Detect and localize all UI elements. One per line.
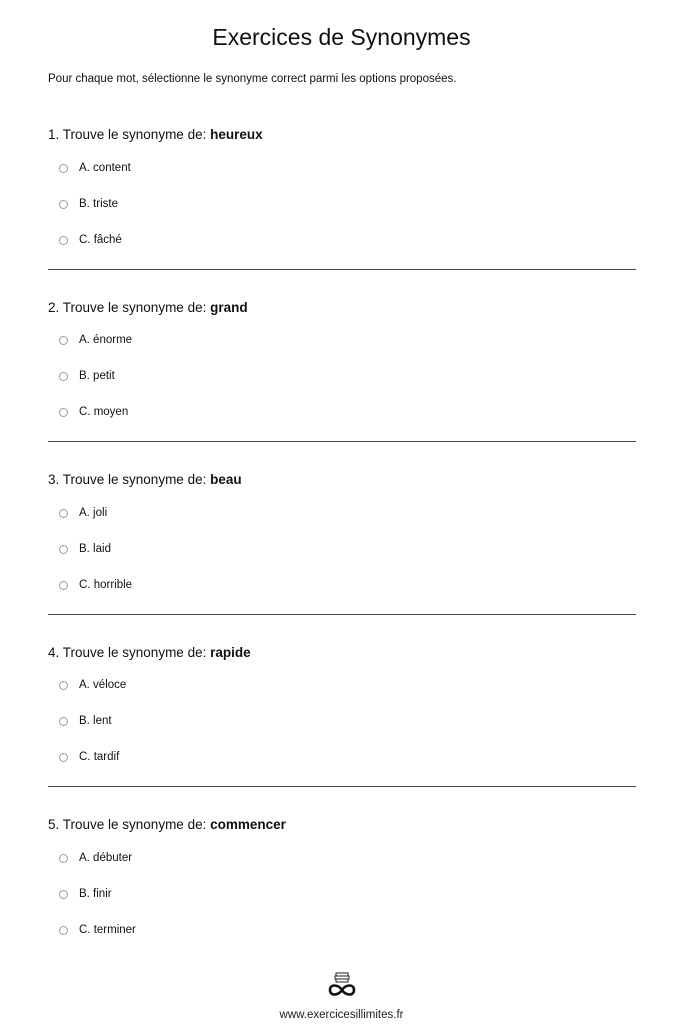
radio-button[interactable] [59,336,68,345]
question-title [48,816,636,834]
target-word: rapide [210,645,251,660]
question-title [48,644,636,662]
option-c[interactable] [59,922,136,938]
question-prompt: 5. Trouve le synonyme de: [48,817,211,832]
question-title [48,471,636,489]
option-a[interactable] [59,332,132,348]
option-label: B. lent [79,715,112,727]
option-c[interactable] [59,404,128,420]
radio-button[interactable] [59,581,68,590]
radio-button[interactable] [59,236,68,245]
option-c[interactable] [59,232,122,248]
question-prompt: 1. Trouve le synonyme de: [48,127,211,142]
radio-button[interactable] [59,408,68,417]
question-3 [48,471,636,591]
footer-url[interactable]: www.exercicesillimites.fr [279,1009,404,1021]
divider [48,614,636,615]
infinity-books-logo-icon [326,972,358,998]
divider [48,786,636,787]
question-prompt: 4. Trouve le synonyme de: [48,645,211,660]
option-a[interactable] [59,850,132,866]
radio-button[interactable] [59,200,68,209]
radio-button[interactable] [59,164,68,173]
option-c[interactable] [59,749,119,765]
option-label: C. horrible [79,579,133,591]
option-a[interactable] [59,505,107,521]
instructions-text: Pour chaque mot, sélectionne le synonyme correct parmi les options proposées. [48,73,457,85]
radio-button[interactable] [59,753,68,762]
option-label: B. finir [79,888,112,900]
option-label: A. content [79,162,131,174]
question-1 [48,126,636,246]
option-a[interactable] [59,160,131,176]
radio-button[interactable] [59,890,68,899]
question-title [48,299,636,317]
option-c[interactable] [59,577,132,593]
divider [48,269,636,270]
question-prompt: 3. Trouve le synonyme de: [48,472,211,487]
question-title [48,126,636,144]
option-b[interactable] [59,368,115,384]
page-title: Exercices de Synonymes [212,24,471,50]
target-word: beau [210,472,242,487]
option-label: A. joli [79,507,108,519]
radio-button[interactable] [59,509,68,518]
option-label: B. laid [79,543,111,555]
option-label: C. fâché [79,234,122,246]
option-b[interactable] [59,713,112,729]
option-b[interactable] [59,541,111,557]
option-label: B. triste [79,198,118,210]
radio-button[interactable] [59,372,68,381]
radio-button[interactable] [59,545,68,554]
question-2 [48,299,636,418]
option-label: A. énorme [79,334,133,346]
target-word: commencer [210,817,286,832]
target-word: grand [210,300,248,315]
radio-button[interactable] [59,854,68,863]
option-b[interactable] [59,886,112,902]
question-prompt: 2. Trouve le synonyme de: [48,300,211,315]
option-b[interactable] [59,196,118,212]
option-label: A. débuter [79,852,133,864]
question-4 [48,644,636,763]
option-a[interactable] [59,677,126,693]
option-label: A. véloce [79,679,127,691]
option-label: C. tardif [79,751,120,763]
radio-button[interactable] [59,926,68,935]
target-word: heureux [210,127,263,142]
option-label: C. terminer [79,924,136,936]
radio-button[interactable] [59,681,68,690]
option-label: B. petit [79,370,115,382]
divider [48,441,636,442]
option-label: C. moyen [79,406,129,418]
question-5 [48,816,636,936]
radio-button[interactable] [59,717,68,726]
